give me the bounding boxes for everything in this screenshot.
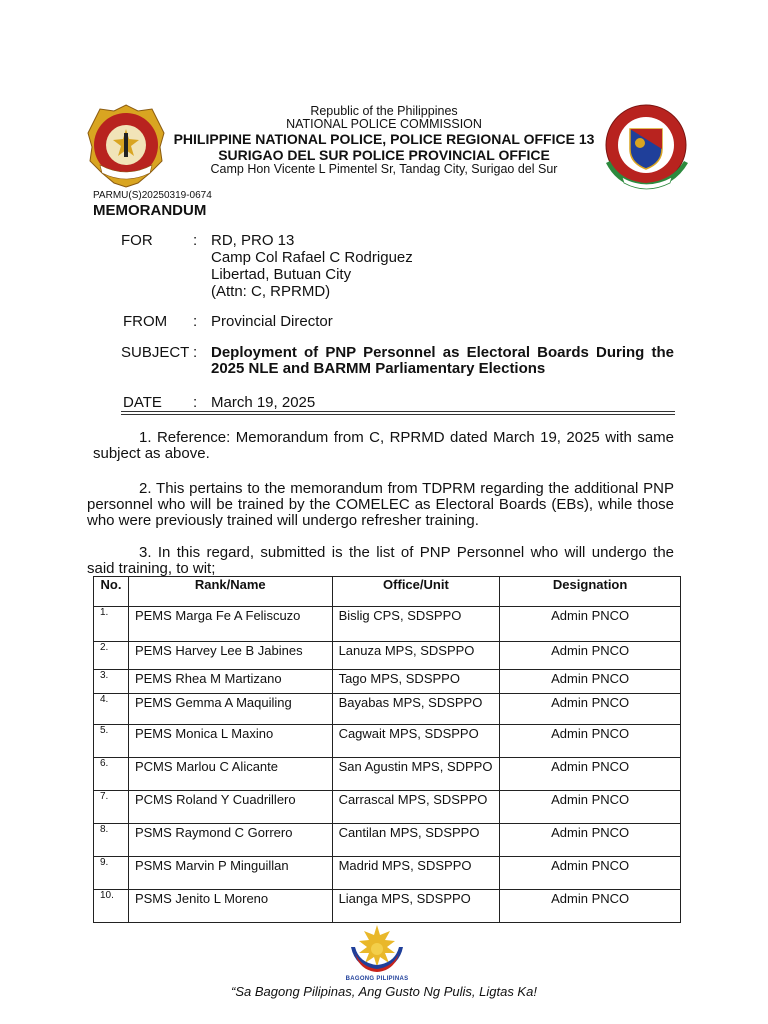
paragraph-3: 3. In this regard, submitted is the list of PNP Personnel who will undergo the said training, to wit; <box>87 544 674 577</box>
row-rank-name: PEMS Gemma A Maquiling <box>128 694 332 725</box>
for-line: Camp Col Rafael C Rodriguez <box>211 249 413 266</box>
row-designation: Admin PNCO <box>500 758 681 791</box>
row-designation: Admin PNCO <box>500 791 681 824</box>
table-row <box>94 694 681 725</box>
row-office-unit: Lianga MPS, SDSPPO <box>332 890 500 923</box>
row-rank-name: PEMS Harvey Lee B Jabines <box>128 642 332 670</box>
date-value: March 19, 2025 <box>211 394 316 411</box>
table-row <box>94 642 681 670</box>
table-row <box>94 607 681 642</box>
row-office-unit: Cantilan MPS, SDSPPO <box>332 824 500 857</box>
row-number: 10. <box>94 890 129 923</box>
bagong-pilipinas-wordmark: BAGONG PILIPINAS <box>345 976 409 982</box>
from-colon: : <box>193 313 198 330</box>
column-header-office-unit: Office/Unit <box>332 577 500 607</box>
row-number: 3. <box>94 670 129 694</box>
row-rank-name: PEMS Monica L Maxino <box>128 725 332 758</box>
row-designation: Admin PNCO <box>500 725 681 758</box>
row-designation: Admin PNCO <box>500 824 681 857</box>
row-number: 8. <box>94 824 129 857</box>
for-line: RD, PRO 13 <box>211 232 295 249</box>
row-rank-name: PSMS Jenito L Moreno <box>128 890 332 923</box>
footer-slogan: “Sa Bagong Pilipinas, Ang Gusto Ng Pulis, Ligtas Ka! <box>231 984 537 999</box>
for-line: Libertad, Butuan City <box>211 266 352 283</box>
row-designation: Admin PNCO <box>500 607 681 642</box>
row-number: 9. <box>94 857 129 890</box>
row-office-unit: San Agustin MPS, SDPPO <box>332 758 500 791</box>
header-republic: Republic of the Philippines <box>310 104 458 118</box>
table-row <box>94 791 681 824</box>
column-header-designation: Designation <box>500 577 681 607</box>
for-line: (Attn: C, RPRMD) <box>211 283 331 300</box>
row-office-unit: Bislig CPS, SDSPPO <box>332 607 500 642</box>
column-header-no: No. <box>94 577 129 607</box>
row-rank-name: PEMS Rhea M Martizano <box>128 670 332 694</box>
header-divider <box>121 414 675 415</box>
table-row <box>94 725 681 758</box>
table-row <box>94 890 681 923</box>
table-row <box>94 758 681 791</box>
row-rank-name: PSMS Raymond C Gorrero <box>128 824 332 857</box>
header-address: Camp Hon Vicente L Pimentel Sr, Tandag City, Surigao del Sur <box>210 162 558 176</box>
row-number: 7. <box>94 791 129 824</box>
header-sdsppo: SURIGAO DEL SUR POLICE PROVINCIAL OFFICE <box>218 147 550 163</box>
paragraph-1: 1. Reference: Memorandum from C, RPRMD dated March 19, 2025 with same subject as above. <box>93 429 674 462</box>
memorandum-title: MEMORANDUM <box>93 202 207 219</box>
row-office-unit: Tago MPS, SDSPPO <box>332 670 500 694</box>
subject-label: SUBJECT <box>121 344 190 361</box>
row-number: 2. <box>94 642 129 670</box>
table-row <box>94 824 681 857</box>
personnel-table <box>93 576 681 923</box>
row-designation: Admin PNCO <box>500 694 681 725</box>
table-row <box>94 857 681 890</box>
row-number: 1. <box>94 607 129 642</box>
row-rank-name: PCMS Marlou C Alicante <box>128 758 332 791</box>
header-divider <box>121 411 675 412</box>
header-pro13: PHILIPPINE NATIONAL POLICE, POLICE REGIONAL OFFICE 13 <box>173 131 595 147</box>
header-napolcom: NATIONAL POLICE COMMISSION <box>286 117 482 131</box>
control-number: PARMU(S)20250319-0674 <box>93 190 212 201</box>
date-label: DATE <box>123 394 162 411</box>
from-value: Provincial Director <box>211 313 333 330</box>
row-number: 4. <box>94 694 129 725</box>
table-row <box>94 670 681 694</box>
column-header-rank-name: Rank/Name <box>128 577 332 607</box>
row-designation: Admin PNCO <box>500 642 681 670</box>
subject-line: Deployment of PNP Personnel as Electoral Boards During the <box>211 344 674 361</box>
row-number: 5. <box>94 725 129 758</box>
row-rank-name: PEMS Marga Fe A Feliscuzo <box>128 607 332 642</box>
subject-colon: : <box>193 344 198 361</box>
from-label: FROM <box>123 313 168 330</box>
subject-line: 2025 NLE and BARMM Parliamentary Elections <box>211 360 546 377</box>
row-designation: Admin PNCO <box>500 670 681 694</box>
row-office-unit: Madrid MPS, SDSPPO <box>332 857 500 890</box>
for-label: FOR <box>121 232 153 249</box>
row-office-unit: Bayabas MPS, SDSPPO <box>332 694 500 725</box>
for-colon: : <box>193 232 198 249</box>
row-office-unit: Lanuza MPS, SDSPPO <box>332 642 500 670</box>
table-header-row <box>94 577 681 607</box>
row-number: 6. <box>94 758 129 791</box>
paragraph-2: 2. This pertains to the memorandum from TDPRM regarding the additional PNP personnel who will be trained by the COMELEC as Electoral Boards (EBs), while those who were previously trained will undergo refresher training. <box>87 480 674 529</box>
row-designation: Admin PNCO <box>500 890 681 923</box>
row-office-unit: Carrascal MPS, SDSPPO <box>332 791 500 824</box>
row-office-unit: Cagwait MPS, SDSPPO <box>332 725 500 758</box>
row-rank-name: PSMS Marvin P Minguillan <box>128 857 332 890</box>
date-colon: : <box>193 394 198 411</box>
row-rank-name: PCMS Roland Y Cuadrillero <box>128 791 332 824</box>
row-designation: Admin PNCO <box>500 857 681 890</box>
